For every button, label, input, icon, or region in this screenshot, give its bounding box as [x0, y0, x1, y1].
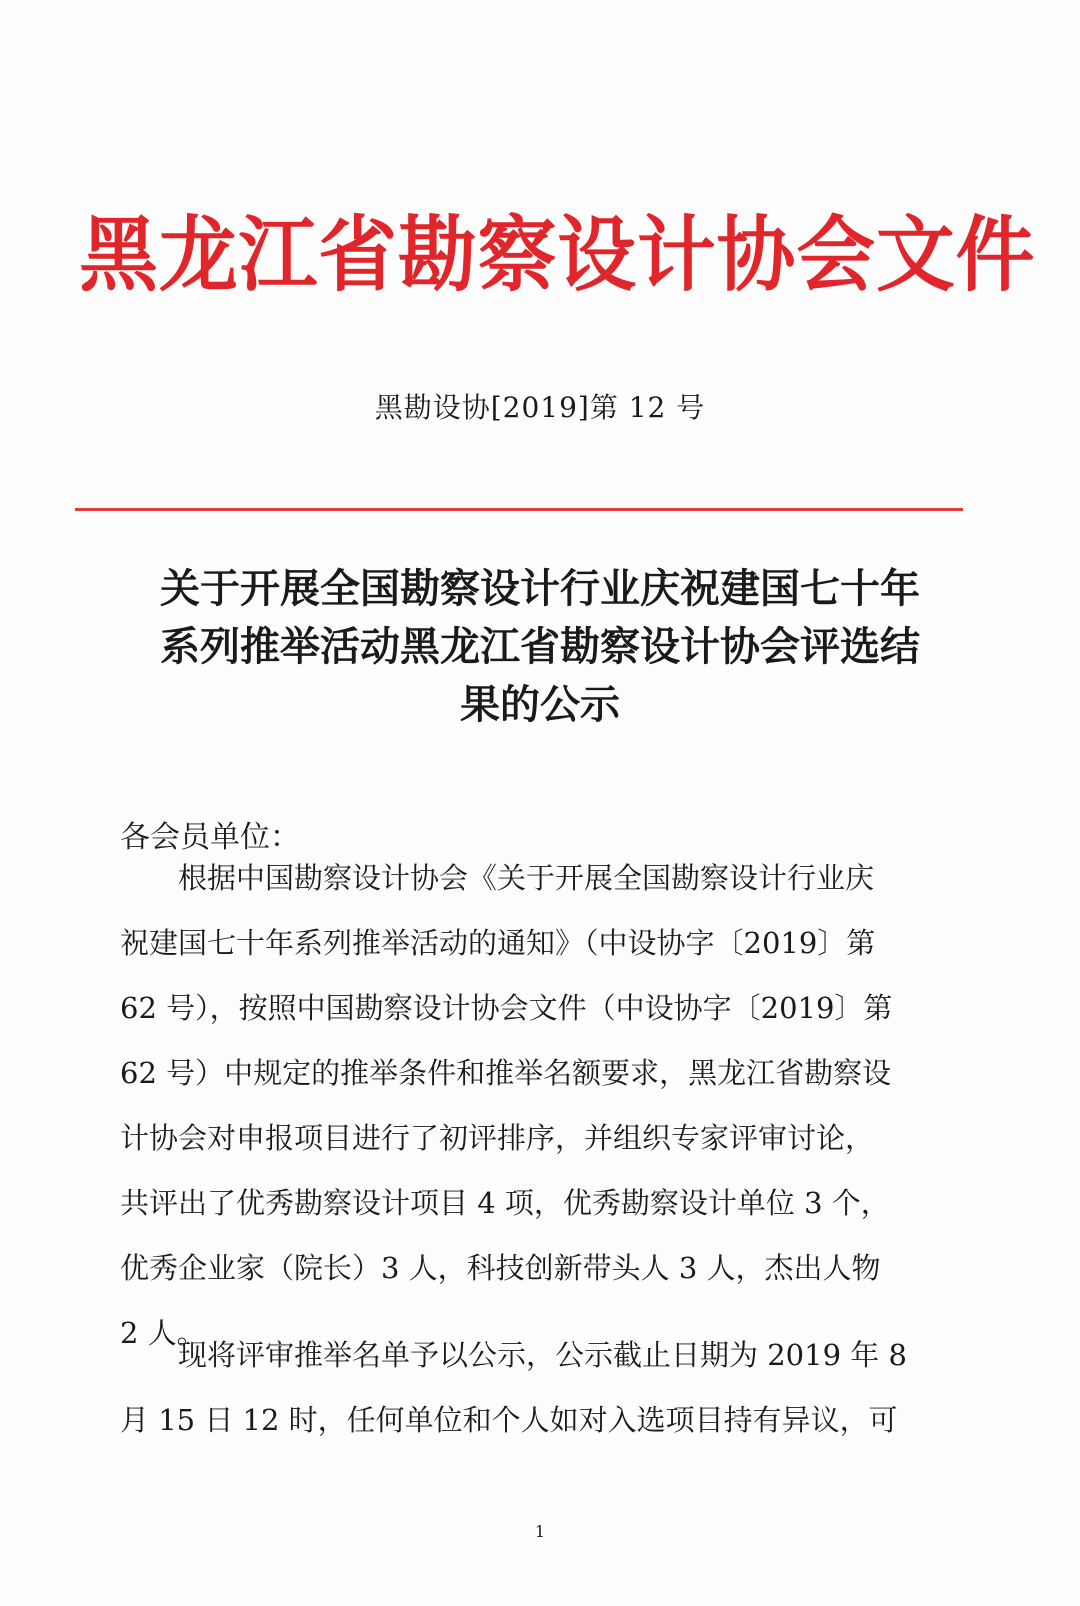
paragraph-line: 共评出了优秀勘察设计项目 4 项，优秀勘察设计单位 3 个， [120, 1186, 890, 1220]
red-divider-line [75, 508, 963, 511]
paragraph-line: 优秀企业家（院长）3 人，科技创新带头人 3 人，杰出人物 [120, 1251, 881, 1285]
body-paragraph-2 [120, 1323, 940, 1453]
body-paragraph-1 [120, 846, 940, 1366]
paragraph-line: 月 15 日 12 时，任何单位和个人如对入选项目持有异议，可 [120, 1403, 898, 1437]
paragraph-line: 2 人。 [120, 1316, 206, 1350]
title-line: 果的公示 [460, 682, 620, 728]
document-number: 黑勘设协[2019]第 12 号 [374, 391, 706, 424]
title-line: 系列推举活动黑龙江省勘察设计协会评选结 [160, 624, 920, 670]
page-number: 1 [534, 1522, 546, 1541]
paragraph-line: 根据中国勘察设计协会《关于开展全国勘察设计行业庆 [178, 861, 875, 895]
paragraph-line: 62 号），按照中国勘察设计协会文件（中设协字〔2019〕第 [120, 991, 893, 1025]
paragraph-line: 62 号）中规定的推举条件和推举名额要求，黑龙江省勘察设 [120, 1056, 892, 1090]
title-line: 关于开展全国勘察设计行业庆祝建国七十年 [160, 566, 920, 612]
letterhead-title: 黑龙江省勘察设计协会文件 [79, 207, 1036, 303]
paragraph-line: 现将评审推举名单予以公示，公示截止日期为 2019 年 8 [178, 1338, 907, 1372]
paragraph-line: 计协会对申报项目进行了初评排序，并组织专家评审讨论， [120, 1121, 875, 1155]
salutation: 各会员单位： [120, 820, 300, 855]
document-title [110, 560, 970, 734]
paragraph-line: 祝建国七十年系列推举活动的通知》（中设协字〔2019〕第 [120, 926, 876, 960]
